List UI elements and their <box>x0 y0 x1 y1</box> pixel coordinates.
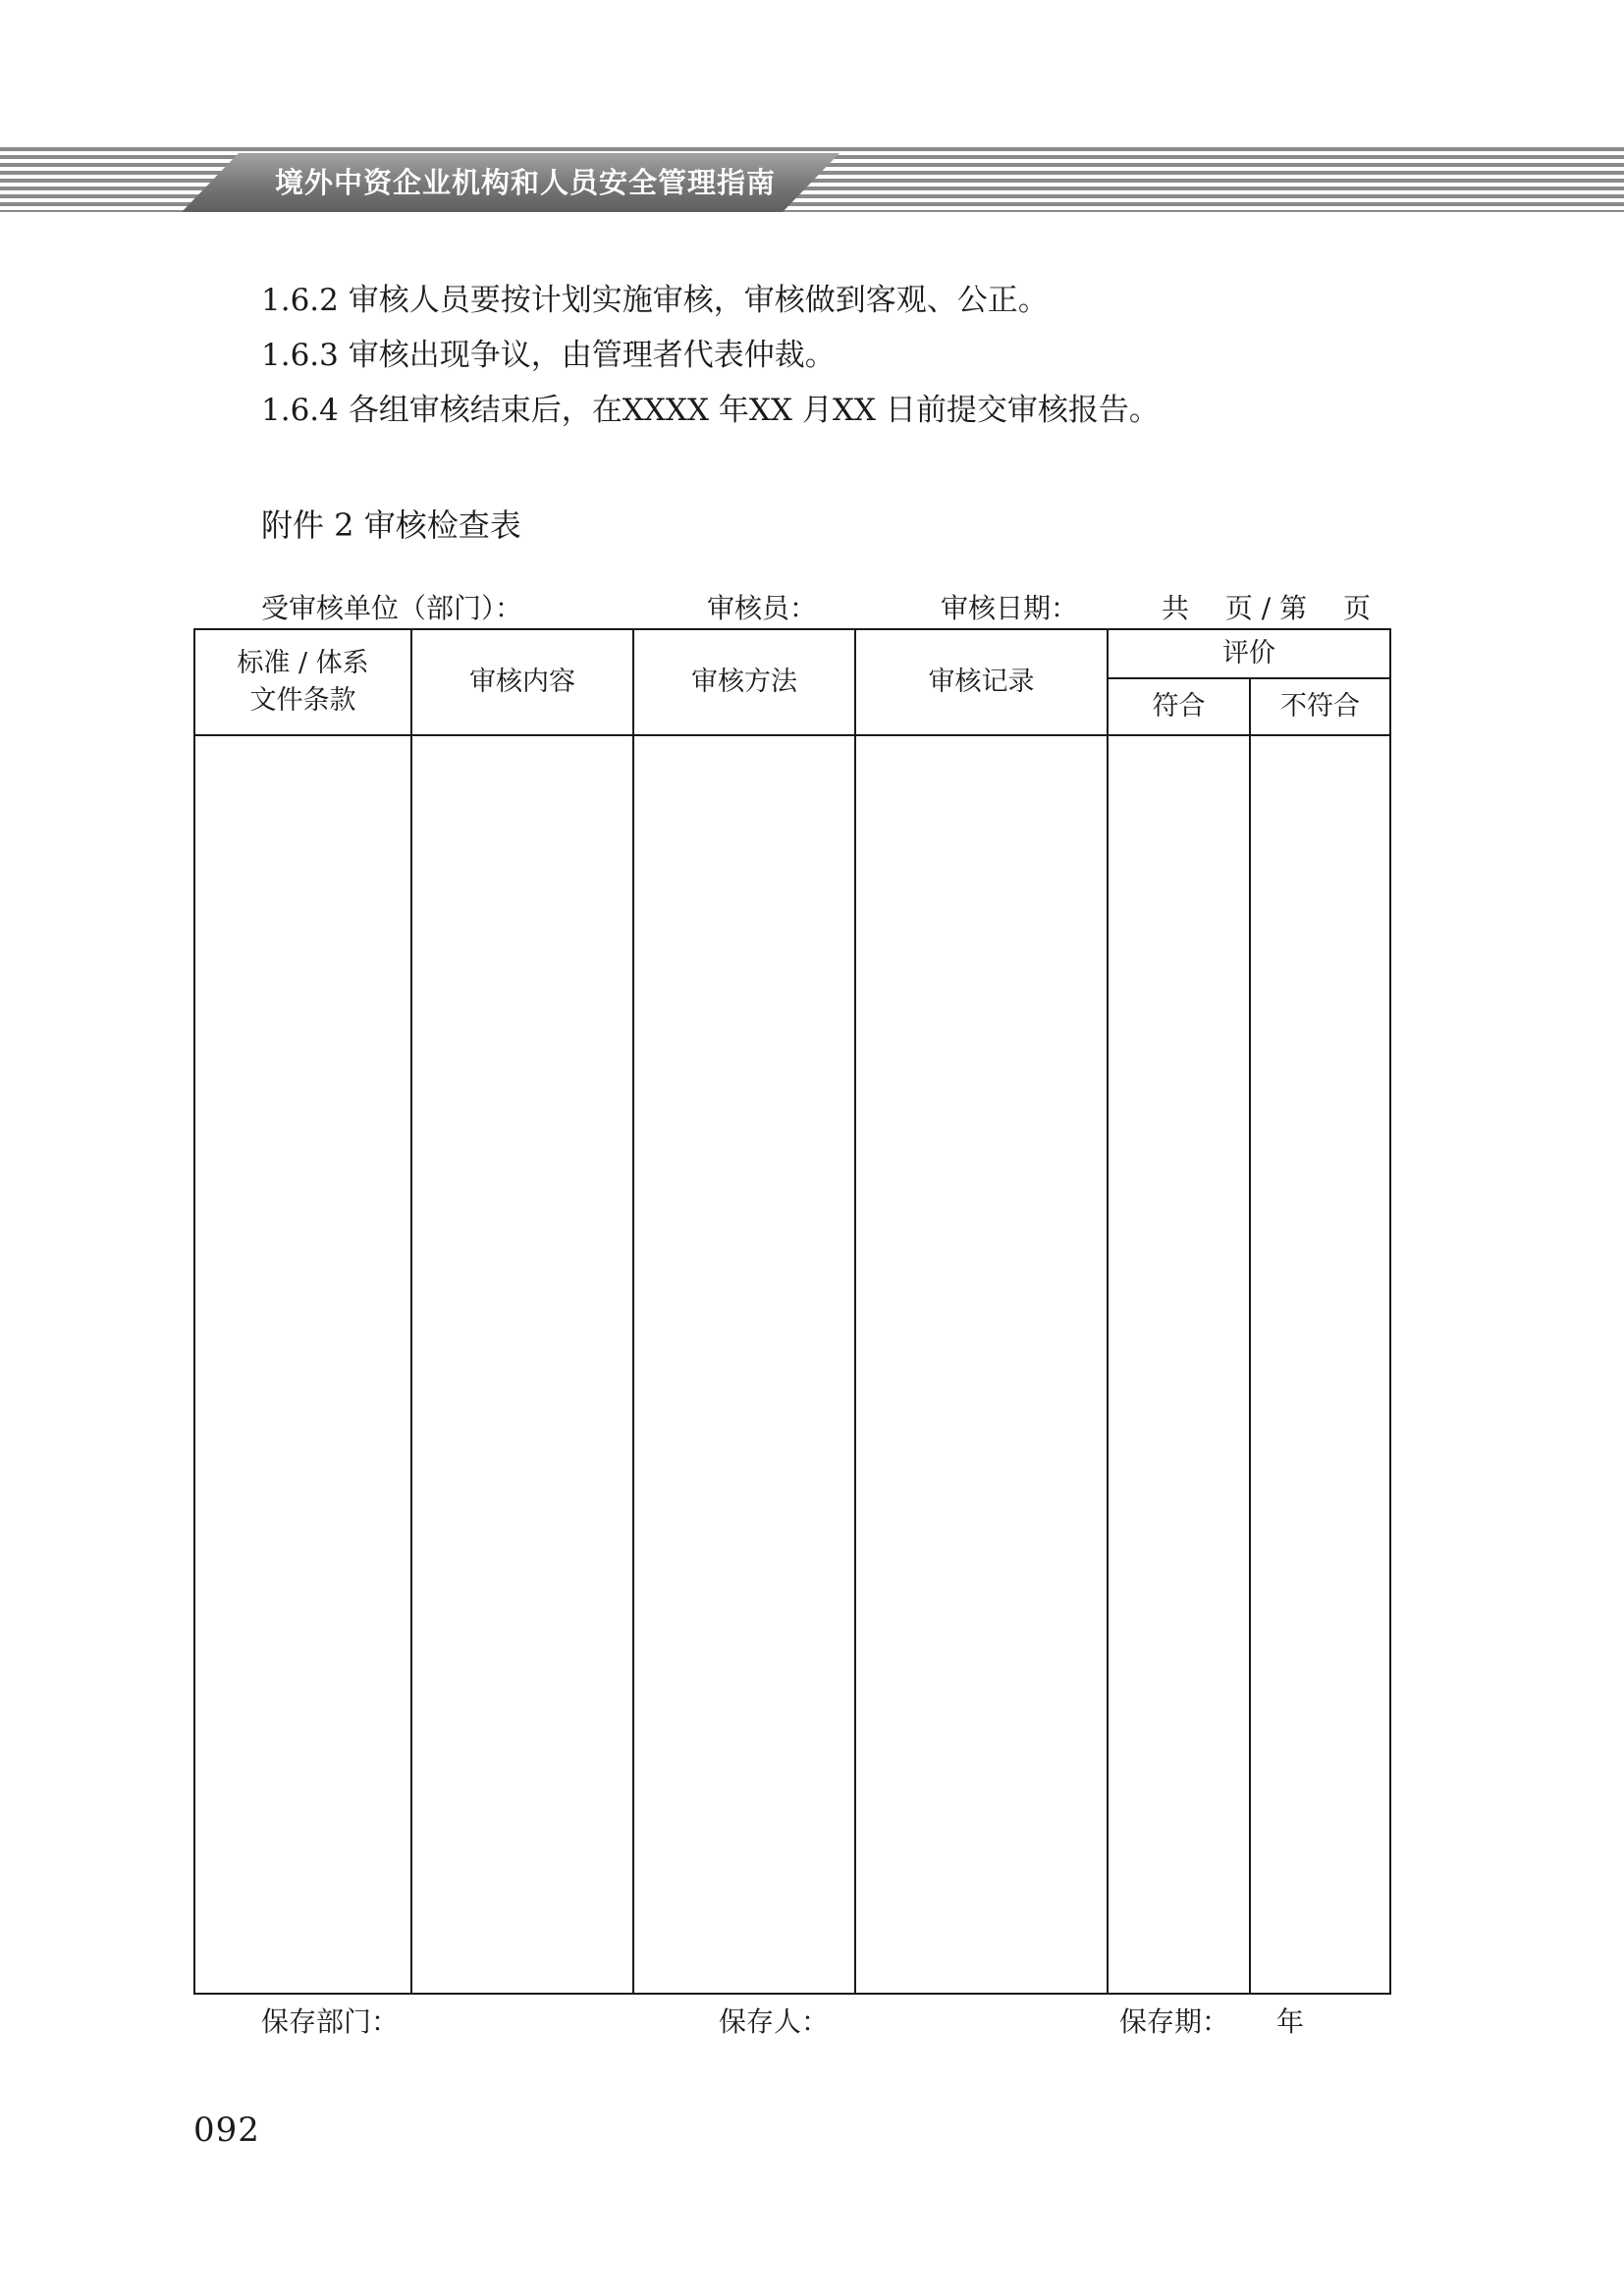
body-cell-standard-clause <box>194 735 411 1994</box>
paragraph-1-6-3: 1.6.3 审核出现争议，由管理者代表仲裁。 <box>261 338 836 373</box>
page-count-label: 共 页 / 第 页 <box>1162 592 1372 624</box>
body-cell-audit-record <box>855 735 1108 1994</box>
header-cell-standard-clause <box>194 629 411 735</box>
paragraph-1-6-4: 1.6.4 各组审核结束后，在XXXX 年XX 月XX 日前提交审核报告。 <box>261 393 1160 428</box>
header-cell-evaluation: 评价 <box>1108 629 1390 678</box>
custodian-label: 保存人： <box>719 2005 830 2038</box>
year-unit-label: 年 <box>1276 2005 1305 2038</box>
header-cell-audit-method: 审核方法 <box>633 629 855 735</box>
running-title: 境外中资企业机构和人员安全管理指南 <box>275 166 777 199</box>
auditor-label: 审核员： <box>707 592 818 624</box>
audited-unit-label: 受审核单位（部门）： <box>261 592 523 624</box>
header-cell-conform: 符合 <box>1108 678 1250 735</box>
body-cell-nonconform <box>1250 735 1390 1994</box>
body-cell-conform <box>1108 735 1250 1994</box>
running-header <box>0 147 1624 212</box>
annex-title: 附件 2 审核检查表 <box>261 507 521 544</box>
paragraph-1-6-2: 1.6.2 审核人员要按计划实施审核，审核做到客观、公正。 <box>261 283 1049 318</box>
audit-checklist-table <box>193 628 1391 1995</box>
page-number: 092 <box>193 2110 260 2150</box>
audit-date-label: 审核日期： <box>941 592 1079 624</box>
header-cell-nonconform: 不符合 <box>1250 678 1390 735</box>
header-standard-line2: 文件条款 <box>249 685 356 716</box>
header-standard-line1: 标准 / 体系 <box>237 648 369 678</box>
header-cell-audit-record: 审核记录 <box>855 629 1108 735</box>
retention-period-label: 保存期： <box>1119 2005 1230 2038</box>
body-cell-audit-content <box>411 735 633 1994</box>
storage-dept-label: 保存部门： <box>261 2005 400 2038</box>
header-cell-audit-content: 审核内容 <box>411 629 633 735</box>
body-cell-audit-method <box>633 735 855 1994</box>
